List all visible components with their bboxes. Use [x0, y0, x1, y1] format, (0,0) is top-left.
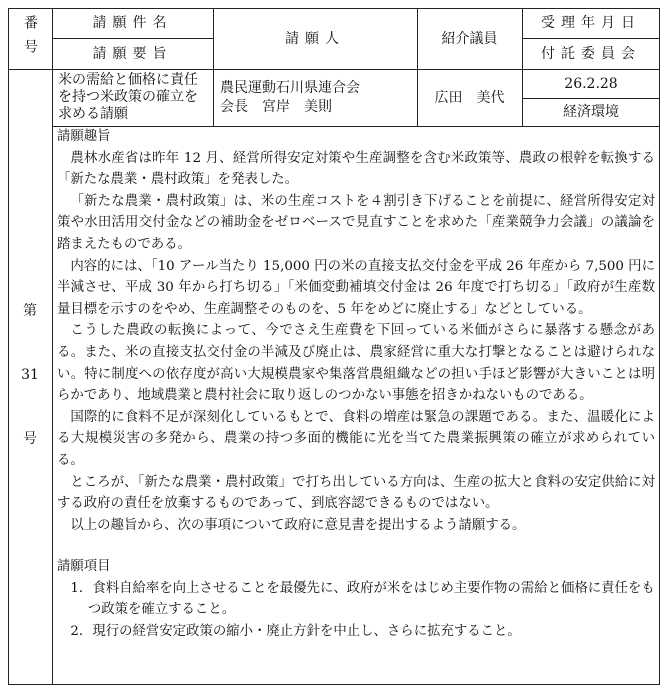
- paragraph: こうした農政の転換によって、今でさえ生産費を下回っている米価がさらに暴落する懸念がある。また、米の直接支払交付金の半減及び廃止は、農家経営に重大な打撃となることは避けられない。特に制度への依存度が高い大規模農家や集落営農組織などの担い手ほど影響が大きいことは明らかであり、地域農業と農村社会に取り返しのつかない事態を招きかねないものである。: [57, 323, 655, 404]
- header-title: 請願件名: [92, 15, 173, 31]
- petition-number-prefix: 第: [23, 303, 37, 319]
- committee: 経済環境: [563, 104, 619, 120]
- introducer: 広田 美代: [434, 89, 505, 106]
- petitioner-org: 農民運動石川県連合会: [220, 80, 360, 96]
- header-summary: 請願要旨: [92, 45, 173, 62]
- petition-number-suffix: 号: [23, 431, 37, 447]
- paragraph: 農林水産省は昨年 12 月、経営所得安定対策や生産調整を含む米政策等、農政の根幹を転換する「新たな農業・農村政策」を発表した。: [57, 150, 655, 188]
- petition-body: [57, 126, 655, 643]
- paragraph: 「新たな農業・農村政策」は、米の生産コストを４割引き下げることを前提に、経営所得安定対策や水田活用交付金などの補助金をゼロベースで見直すことを求めた「産業競争力会議」の議論を踏まえたものである。: [57, 193, 655, 252]
- header-introducer: 紹介議員: [441, 30, 498, 47]
- list-item: 2．現行の経営安定政策の縮小・廃止方針を中止し、さらに拡充すること。: [70, 624, 521, 640]
- petitioner: [220, 79, 415, 117]
- items-heading: 請願項目: [57, 559, 111, 575]
- received-date: 26.2.28: [564, 75, 618, 92]
- header-committee: 付託委員会: [541, 45, 641, 62]
- petitioner-name: 会長 宮岸 美則: [220, 99, 332, 115]
- divider: [52, 8, 53, 685]
- header-petitioner: 請願人: [285, 30, 345, 47]
- paragraph: ところが、「新たな農業・農村政策」で打ち出している方向は、生産の拡大と食料の安定供給に対する政府の責任を放棄するものであって、到底容認できるものではない。: [57, 474, 655, 512]
- list-item: 1．食料自給率を向上させることを最優先に、政府が米をはじめ主要作物の需給と価格に責任をもつ政策を確立すること。: [70, 580, 655, 618]
- paragraph: 国際的に食料不足が深刻化しているもとで、食料の増産は緊急の課題である。また、温暖化による大規模災害の多発から、農業の持つ多面的機能に光を当てた農業振興策の確立が求められている。: [57, 409, 655, 468]
- petition-title: 米の需給と価格に責任を持つ米政策の確立を求める請願: [58, 72, 198, 122]
- purpose-heading: 請願趣旨: [57, 129, 111, 144]
- paragraph: 以上の趣旨から、次の事項について政府に意見書を提出するよう請願する。: [70, 517, 526, 533]
- header-number: 番号: [22, 14, 38, 63]
- header-received-date: 受理年月日: [541, 15, 641, 31]
- paragraph: 内容的には、「10 アール当たり 15,000 円の米の直接支払交付金を平成 26 年産から 7,500 円に半減させ、平成 30 年から打ち切る」「米価変動補填交付金は 26 年度で打ち切る」「政府が生産数量目標を示すのをやめ、生産調整そのものを、5 年をめどに廃止する」などとしている。: [57, 258, 655, 317]
- petition-number: 31: [21, 367, 39, 383]
